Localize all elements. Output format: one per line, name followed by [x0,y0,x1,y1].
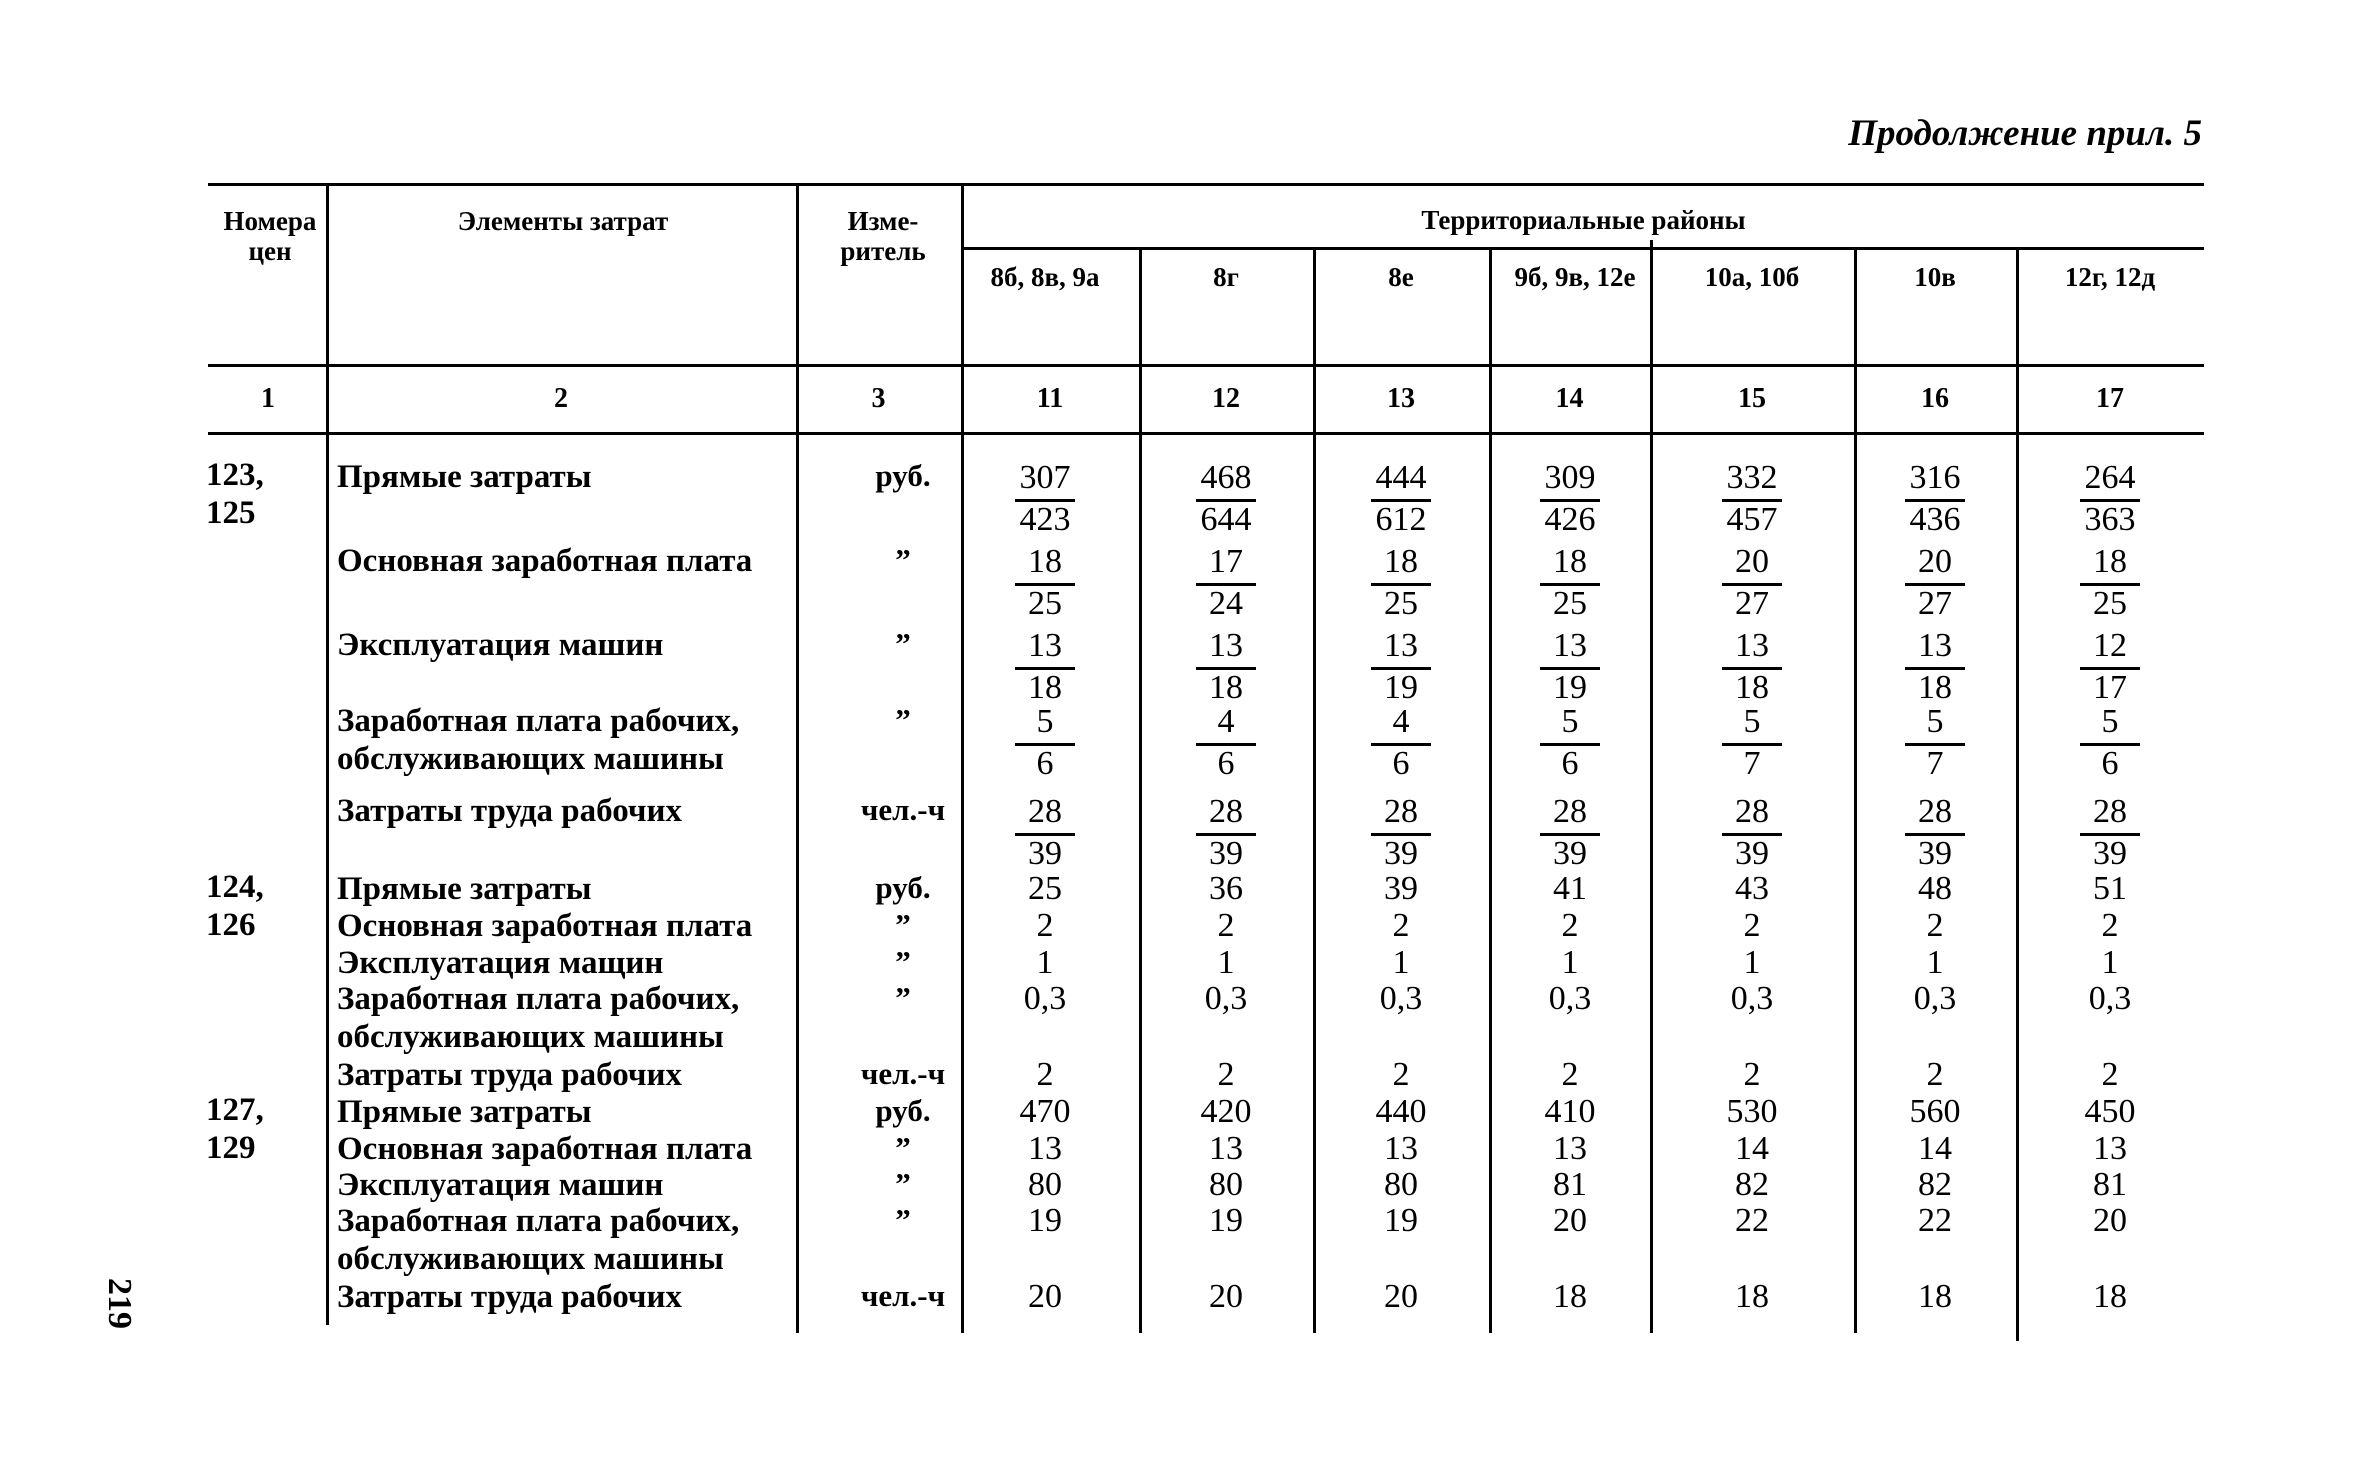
cell-value: 81 [1553,1166,1587,1203]
fraction-denominator: 19 [1384,669,1418,706]
column-number: 14 [1555,383,1584,414]
fraction-value [1369,702,1433,786]
fraction-denominator: 18 [1028,669,1062,706]
cell-value: 2 [1036,1056,1054,1093]
cost-element-label-line: Заработная плата рабочих, [337,981,740,1017]
cell-value: 43 [1735,870,1769,907]
header-region-col: 8е [1388,262,1414,292]
fraction-value [2078,458,2142,542]
cell-value: 530 [1726,1093,1778,1130]
cell-value: 13 [1209,1130,1243,1167]
cell-value: 80 [1028,1166,1062,1203]
cell-value: 20 [1384,1278,1418,1315]
cell-value: 2 [1561,1056,1579,1093]
cell-value: 82 [1918,1166,1952,1203]
unit-of-measure: ” [895,907,911,942]
column-number: 12 [1212,383,1240,414]
cell-value: 48 [1918,870,1952,907]
fraction-numerator: 12 [2093,627,2127,664]
fraction-value [1538,458,1602,542]
header-bottom-rule [208,364,2204,367]
column-number: 1 [261,383,275,414]
fraction-value [1720,458,1784,542]
cell-value: 0,3 [1379,980,1423,1017]
cost-element-label: Затраты труда рабочих [337,1279,682,1315]
header-region-col: 8б, 8в, 9а [990,262,1100,292]
cell-value: 19 [1209,1202,1243,1239]
fraction-numerator: 13 [1028,627,1062,664]
header-region-col: 9б, 9в, 12е [1514,262,1636,292]
cell-value: 2 [2101,1056,2119,1093]
fraction-denominator: 25 [2093,585,2127,622]
cell-value: 13 [1384,1130,1418,1167]
fraction-value [1194,542,1258,626]
cell-value: 420 [1200,1093,1252,1130]
unit-of-measure: руб. [875,458,931,493]
table-top-rule [208,183,2204,186]
cell-value: 80 [1209,1166,1243,1203]
column-number: 11 [1036,383,1064,414]
fraction-value [1720,626,1784,710]
cell-value: 2 [1217,907,1235,944]
fraction-value [1194,458,1258,542]
cost-element-label [337,1202,739,1278]
cell-value: 22 [1735,1202,1769,1239]
unit-of-measure: ” [895,1166,911,1201]
fraction-denominator: 39 [1209,835,1243,872]
cell-value: 20 [1553,1202,1587,1239]
cell-value: 560 [1909,1093,1961,1130]
cell-value: 410 [1544,1093,1596,1130]
unit-of-measure: чел.-ч [860,1056,946,1091]
header-unit: Изме-ритель [840,206,926,266]
cost-element-label: Основная заработная плата [337,1131,753,1167]
fraction-value [1369,626,1433,710]
fraction-numerator: 316 [1909,459,1961,496]
cell-value: 14 [1918,1130,1952,1167]
fraction-numerator: 309 [1544,459,1596,496]
cell-value: 25 [1028,870,1062,907]
fraction-denominator: 18 [1735,669,1769,706]
fraction-numerator: 28 [2093,793,2127,830]
fraction-denominator: 6 [1217,745,1235,782]
cost-element-label: Основная заработная плата [337,908,753,944]
fraction-denominator: 423 [1019,501,1071,538]
fraction-value [2078,626,2142,710]
fraction-value [2078,792,2142,876]
header-region-col: 10в [1914,262,1956,292]
fraction-numerator: 13 [1735,627,1769,664]
fraction-value [1194,702,1258,786]
column-number: 2 [554,383,568,414]
cell-value: 20 [2093,1202,2127,1239]
fraction-value [2078,702,2142,786]
cell-value: 2 [1036,907,1054,944]
fraction-numerator: 28 [1209,793,1243,830]
fraction-value [1903,542,1967,626]
cell-value: 13 [2093,1130,2127,1167]
cell-value: 2 [1926,907,1944,944]
price-group-numbers: 123, 125 [206,457,264,531]
fraction-denominator: 25 [1028,585,1062,622]
cell-value: 51 [2093,870,2127,907]
fraction-value [1720,702,1784,786]
fraction-denominator: 17 [2093,669,2127,706]
cost-element-label [337,980,739,1056]
fraction-numerator: 28 [1028,793,1062,830]
cell-value: 1 [1743,944,1761,981]
fraction-numerator: 5 [1036,703,1054,740]
fraction-value [1013,458,1077,542]
fraction-denominator: 6 [2101,745,2119,782]
fraction-denominator: 6 [1561,745,1579,782]
cell-value: 1 [1217,944,1235,981]
fraction-numerator: 20 [1735,543,1769,580]
cell-value: 440 [1375,1093,1427,1130]
header-regions: Территориальные районы [1421,205,1746,235]
cell-value: 0,3 [1023,980,1067,1017]
fraction-numerator: 468 [1200,459,1252,496]
cell-value: 19 [1028,1202,1062,1239]
cell-value: 2 [1743,1056,1761,1093]
column-number: 15 [1738,383,1766,414]
fraction-numerator: 18 [2093,543,2127,580]
unit-of-measure: руб. [875,870,931,905]
cost-element-label-line: обслуживающих машины [337,1241,724,1277]
fraction-value [1194,626,1258,710]
cost-element-label: Основная заработная плата [337,543,753,579]
unit-of-measure: ” [895,542,911,577]
cost-element-label-line: Заработная плата рабочих, [337,1203,740,1239]
unit-of-measure: ” [895,1202,911,1237]
fraction-denominator: 27 [1735,585,1769,622]
cost-element-label [337,702,739,778]
cell-value: 0,3 [1548,980,1592,1017]
fraction-numerator: 17 [1209,543,1243,580]
fraction-value [1369,458,1433,542]
fraction-value [1013,626,1077,710]
fraction-value [1538,626,1602,710]
fraction-value [1538,702,1602,786]
fraction-denominator: 426 [1544,501,1596,538]
cost-element-label: Эксплуатация мащин [337,945,664,981]
cost-element-label-line: обслуживающих машины [337,1019,724,1055]
cell-value: 19 [1384,1202,1418,1239]
fraction-numerator: 5 [1926,703,1944,740]
fraction-numerator: 28 [1384,793,1418,830]
fraction-numerator: 18 [1384,543,1418,580]
fraction-value [1369,542,1433,626]
fraction-value [1194,792,1258,876]
fraction-denominator: 39 [1918,835,1952,872]
fraction-numerator: 18 [1553,543,1587,580]
fraction-numerator: 28 [1553,793,1587,830]
unit-of-measure: ” [895,1130,911,1165]
cell-value: 18 [1553,1278,1587,1315]
fraction-value [1720,542,1784,626]
fraction-denominator: 6 [1036,745,1054,782]
fraction-numerator: 20 [1918,543,1952,580]
col-divider-2 [796,183,799,1333]
fraction-numerator: 4 [1217,703,1235,740]
cell-value: 470 [1019,1093,1071,1130]
col-divider-3 [961,183,964,1333]
cell-value: 18 [1918,1278,1952,1315]
cell-value: 82 [1735,1166,1769,1203]
cost-element-label-line: обслуживающих машины [337,741,724,777]
cell-value: 18 [1735,1278,1769,1315]
unit-of-measure: ” [895,626,911,661]
fraction-denominator: 39 [1384,835,1418,872]
fraction-denominator: 25 [1384,585,1418,622]
fraction-value [1720,792,1784,876]
cell-value: 1 [1036,944,1054,981]
cell-value: 0,3 [2088,980,2132,1017]
fraction-value [1903,702,1967,786]
fraction-value [1013,702,1077,786]
cell-value: 22 [1918,1202,1952,1239]
fraction-denominator: 6 [1392,745,1410,782]
header-region-col: 10а, 10б [1704,262,1800,292]
fraction-numerator: 332 [1726,459,1778,496]
fraction-value [2078,542,2142,626]
fraction-numerator: 13 [1553,627,1587,664]
price-group-numbers: 124, 126 [206,869,264,943]
fraction-numerator: 28 [1918,793,1952,830]
cell-value: 1 [1926,944,1944,981]
cell-value: 2 [1561,907,1579,944]
cell-value: 2 [1926,1056,1944,1093]
cell-value: 80 [1384,1166,1418,1203]
cell-value: 1 [1561,944,1579,981]
unit-of-measure: чел.-ч [860,1278,946,1313]
header-cost-elements: Элементы затрат [457,206,669,236]
fraction-denominator: 39 [1028,835,1062,872]
cell-value: 2 [1392,907,1410,944]
fraction-value [1903,458,1967,542]
fraction-denominator: 18 [1209,669,1243,706]
cost-element-label: Эксплуатация машин [337,627,664,663]
column-number: 13 [1387,383,1415,414]
fraction-numerator: 13 [1209,627,1243,664]
fraction-denominator: 27 [1918,585,1952,622]
fraction-denominator: 39 [1735,835,1769,872]
cell-value: 20 [1209,1278,1243,1315]
unit-of-measure: чел.-ч [860,792,946,827]
fraction-value [1013,542,1077,626]
unit-of-measure: руб. [875,1093,931,1128]
fraction-value [1903,626,1967,710]
fraction-value [1538,542,1602,626]
cost-element-label: Прямые затраты [337,459,592,495]
cost-element-label: Прямые затраты [337,1094,592,1130]
fraction-value [1903,792,1967,876]
fraction-denominator: 39 [1553,835,1587,872]
fraction-numerator: 13 [1918,627,1952,664]
cell-value: 0,3 [1204,980,1248,1017]
fraction-numerator: 4 [1392,703,1410,740]
fraction-numerator: 13 [1384,627,1418,664]
cost-element-label: Прямые затраты [337,871,592,907]
fraction-value [1013,792,1077,876]
fraction-denominator: 644 [1200,501,1252,538]
fraction-denominator: 612 [1375,501,1427,538]
cell-value: 81 [2093,1166,2127,1203]
cell-value: 13 [1553,1130,1587,1167]
unit-of-measure: ” [895,980,911,1015]
fraction-numerator: 5 [2101,703,2119,740]
column-numbers-rule [208,432,2204,435]
cell-value: 14 [1735,1130,1769,1167]
fraction-denominator: 18 [1918,669,1952,706]
column-number: 17 [2096,383,2124,414]
cell-value: 18 [2093,1278,2127,1315]
unit-of-measure: ” [895,944,911,979]
fraction-denominator: 25 [1553,585,1587,622]
col-divider-1 [326,183,329,1325]
header-region-col: 8г [1213,262,1239,292]
fraction-numerator: 18 [1028,543,1062,580]
fraction-denominator: 436 [1909,501,1961,538]
fraction-denominator: 7 [1743,745,1761,782]
header-region-col: 12г, 12д [2064,262,2156,292]
fraction-denominator: 7 [1926,745,1944,782]
fraction-numerator: 264 [2084,459,2136,496]
cost-element-label: Затраты труда рабочих [337,793,682,829]
cost-element-label-line: Заработная плата рабочих, [337,703,740,739]
cell-value: 13 [1028,1130,1062,1167]
cell-value: 41 [1553,870,1587,907]
cell-value: 2 [1743,907,1761,944]
fraction-value [1538,792,1602,876]
fraction-denominator: 19 [1553,669,1587,706]
cost-element-label: Затраты труда рабочих [337,1057,682,1093]
fraction-value [1369,792,1433,876]
cell-value: 2 [1392,1056,1410,1093]
price-group-numbers: 127, 129 [206,1092,264,1166]
header-price-numbers: Номера цен [223,206,317,266]
fraction-numerator: 28 [1735,793,1769,830]
fraction-denominator: 39 [2093,835,2127,872]
fraction-numerator: 5 [1743,703,1761,740]
fraction-denominator: 457 [1726,501,1778,538]
cell-value: 1 [2101,944,2119,981]
cell-value: 36 [1209,870,1243,907]
cell-value: 0,3 [1913,980,1957,1017]
cell-value: 0,3 [1730,980,1774,1017]
fraction-denominator: 363 [2084,501,2136,538]
fraction-numerator: 5 [1561,703,1579,740]
cell-value: 2 [2101,907,2119,944]
cell-value: 39 [1384,870,1418,907]
fraction-numerator: 307 [1019,459,1071,496]
column-number: 16 [1921,383,1949,414]
cell-value: 20 [1028,1278,1062,1315]
fraction-numerator: 444 [1375,459,1427,496]
cell-value: 450 [2084,1093,2136,1130]
fraction-denominator: 24 [1209,585,1243,622]
cost-element-label: Эксплуатация машин [337,1167,664,1203]
unit-of-measure: ” [895,702,911,737]
cell-value: 2 [1217,1056,1235,1093]
continuation-title: Продолжение прил. 5 [1848,113,2202,154]
column-number: 3 [871,383,886,414]
cell-value: 1 [1392,944,1410,981]
page-number: 219 [101,1278,138,1329]
